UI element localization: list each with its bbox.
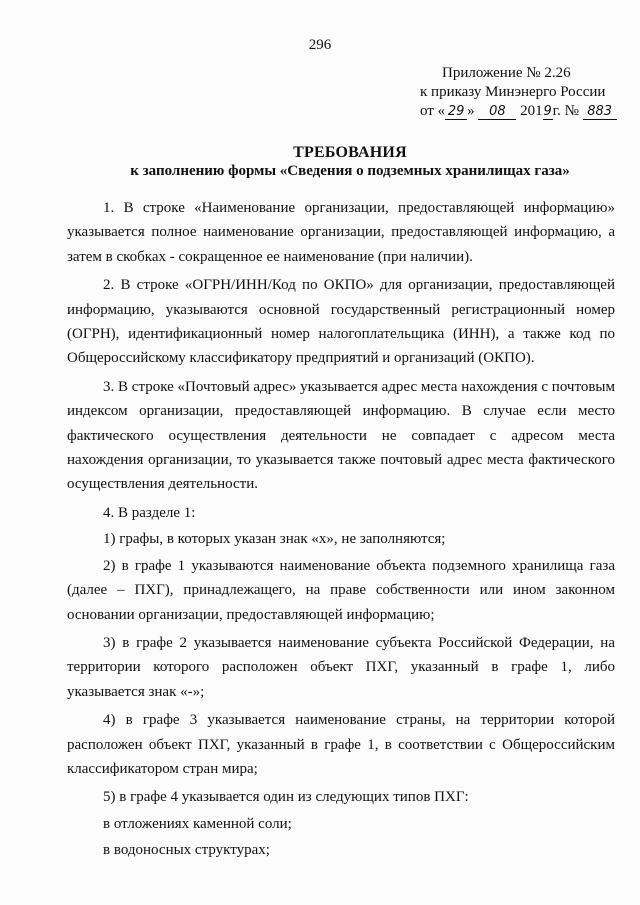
date-prefix: от « <box>420 103 446 119</box>
paragraph-1: 1. В строке «Наименование организации, предоставляющей информацию» указывается полное наименование организации, предоставляющей информацию, а затем в скобках - сокращенное ее наименование (при наличии). <box>67 200 615 265</box>
year-suffix: г. № <box>552 103 579 119</box>
appendix-order-reference: к приказу Минэнерго России <box>420 84 606 100</box>
list-item-4-5: 5) в графе 4 указывается один из следующих типов ПХГ: <box>103 789 469 806</box>
handwritten-month: 08 <box>478 104 516 120</box>
page-number: 296 <box>308 37 332 53</box>
appendix-date-line <box>420 102 620 121</box>
list-item-4-1: 1) графы, в которых указан знак «х», не заполняются; <box>103 531 446 548</box>
appendix-header <box>420 64 620 121</box>
list-item-4-2: 2) в графе 1 указываются наименование объекта подземного хранилища газа (далее – ПХГ), принадлежащего, на праве собственности или ином законном основании организации, предоставляющей информацию; <box>67 557 615 623</box>
list-item-4-3: 3) в графе 2 указывается наименование субъекта Российской Федерации, на территории которого расположен объект ПХГ, указанный в графе 1, либо указывается знак «-»; <box>67 634 615 700</box>
list-item-4-4: 4) в графе 3 указывается наименование страны, на территории которой расположен объект ПХГ, указанный в графе 1, в соответствии с Общероссийским классификатором стран мира; <box>67 712 615 777</box>
list-item-aquifer: в водоносных структурах; <box>103 842 270 859</box>
document-title: ТРЕБОВАНИЯ <box>293 144 407 161</box>
handwritten-order-number: 883 <box>583 104 617 120</box>
paragraph-2: 2. В строке «ОГРН/ИНН/Код по ОКПО» для организации, предоставляющей информацию, указываются основной государственный регистрационный номер (ОГРН), идентификационный номер налогоплательщика (ИНН), а также код по Общероссийскому классификатору предприятий и организаций (ОКПО). <box>67 277 615 367</box>
paragraph-3: 3. В строке «Почтовый адрес» указывается адрес места нахождения с почтовым индексом организации, предоставляющей информацию. В случае если место фактического осуществления деятельности не совпадает с адресом места нахождения организации, то указывается также почтовый адрес места фактического осуществления деятельности. <box>67 378 615 493</box>
year-prefix: 201 <box>520 103 543 119</box>
document-subtitle: к заполнению формы «Сведения о подземных хранилищах газа» <box>130 163 570 179</box>
date-mid: » <box>467 103 475 119</box>
paragraph-4: 4. В разделе 1: <box>103 504 196 521</box>
handwritten-day: 29 <box>445 104 467 120</box>
document-body <box>67 196 615 865</box>
list-item-salt: в отложениях каменной соли; <box>103 815 292 832</box>
appendix-title: Приложение № 2.26 <box>442 65 571 81</box>
handwritten-year-digit: 9 <box>543 104 552 119</box>
